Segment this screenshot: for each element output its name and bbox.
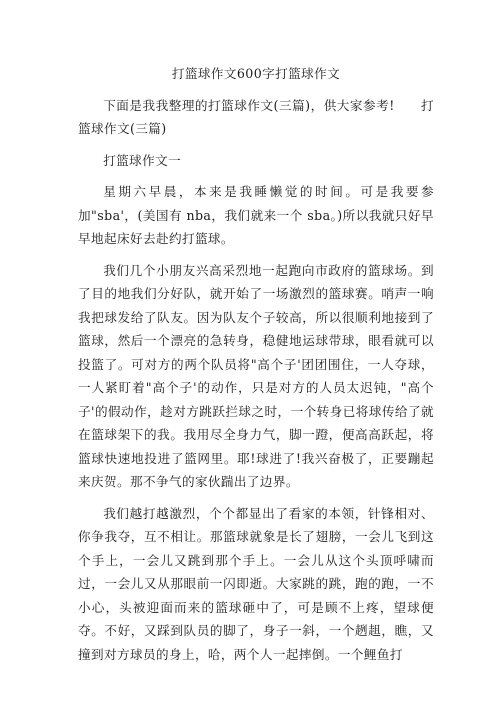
body-paragraph-3: 我们越打越激烈，个个都显出了看家的本领，针锋相对、你争我夺，互不相让。那篮球就象是长了翅膀，一会儿飞到这个手上，一会儿又跳到那个手上。一会儿从这个头顶呼啸而过，一会儿又从那眼前一闪即逝。大家跳的跳，跑的跑，一不小心，头被迎面而来的篮球砸中了，可是顾不上疼，望球便夺。不好，又踩到队员的脚了，身子一斜，一个趔趄，瞧，又撞到对方球员的身上，哈，两个人一起摔倒。一个鲤鱼打 bbox=[78, 505, 434, 662]
document-body bbox=[78, 62, 434, 674]
document-title: 打篮球作文600字打篮球作文 bbox=[171, 66, 341, 81]
intro-paragraph: 下面是我我整理的打篮球作文(三篇)，供大家参考! 打篮球作文(三篇) bbox=[78, 97, 434, 136]
body-paragraph-1: 星期六早晨，本来是我睡懒觉的时间。可是我要参加"sba'，(美国有 nba，我们就来一个 sba。)所以我就只好早早地起床好去赴约打篮球。 bbox=[78, 184, 434, 246]
section-heading: 打篮球作文一 bbox=[103, 152, 182, 168]
body-paragraph-2: 我们几个小朋友兴高采烈地一起跑向市政府的篮球场。到了目的地我们分好队，就开始了一场激烈的篮球赛。哨声一响我把球发给了队友。因为队友个子较高，所以很顺利地接到了篮球，然后一个漂亮的急转身，稳健地运球带球，眼看就可以投篮了。可对方的两个队员将"高个子'团团围住，一人夺球，一人紧盯着"高个子'的动作，只是对方的人员太迟钝，"高个子'的假动作，趁对方跳跃拦球之时，一个转身已将球传给了就在篮球架下的我。我用尽全身力气，脚一蹬，便高高跃起，将篮球快速地投进了篮网里。耶!球进了!我兴奋极了，正要蹦起来庆贺。那不争气的家伙踹出了边界。 bbox=[78, 262, 434, 489]
